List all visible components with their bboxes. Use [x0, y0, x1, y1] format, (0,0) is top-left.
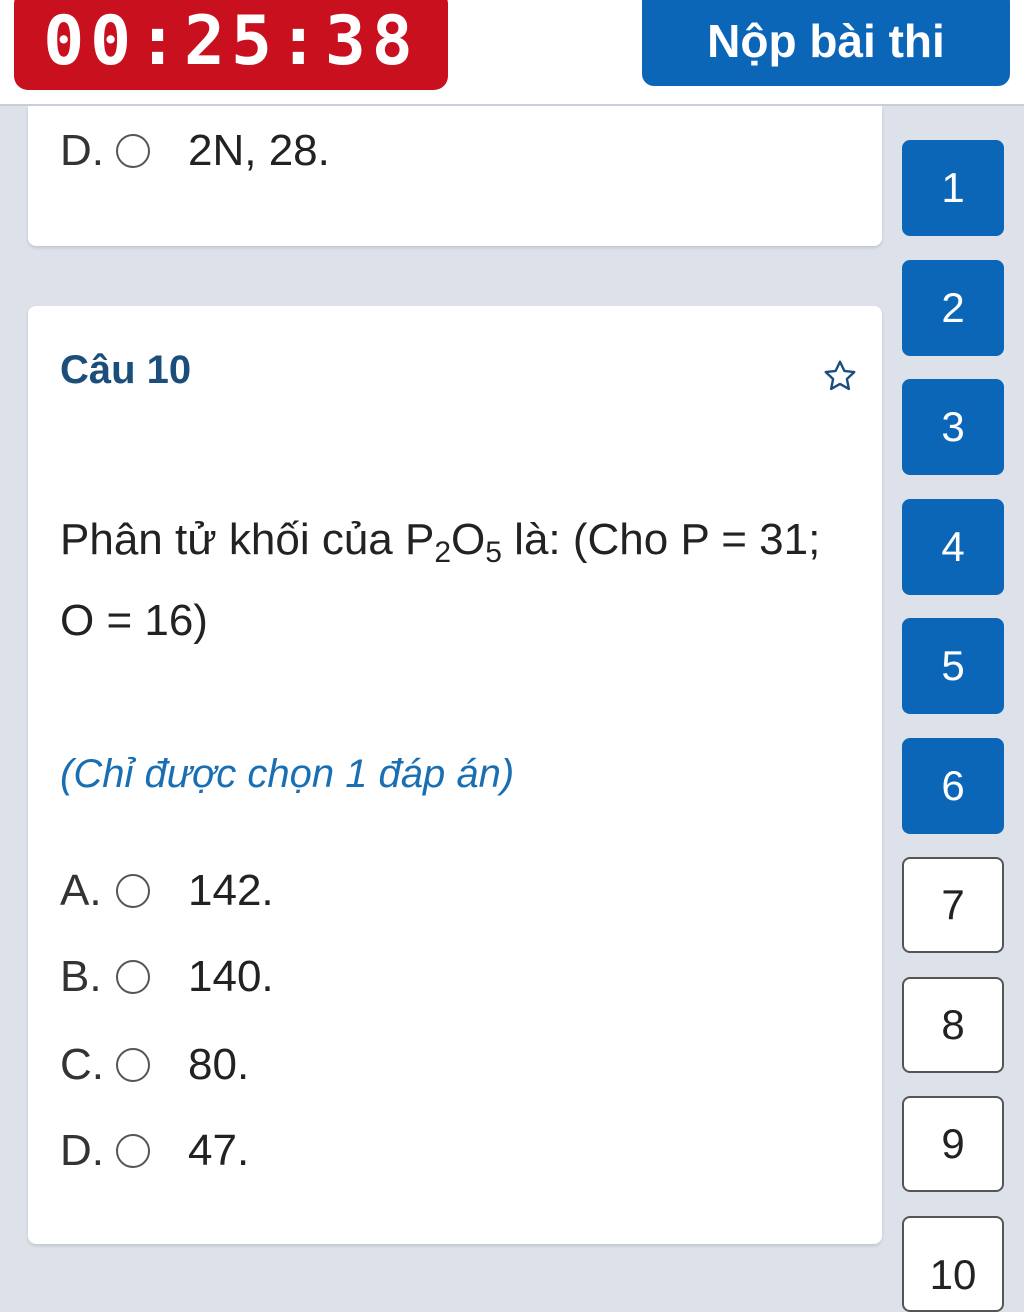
- radio-empty-icon[interactable]: [116, 1134, 150, 1168]
- question-nav-5[interactable]: 5: [902, 618, 1004, 714]
- subscript: 2: [434, 536, 452, 569]
- question-nav-2[interactable]: 2: [902, 260, 1004, 356]
- question-nav-1[interactable]: 1: [902, 140, 1004, 236]
- submit-exam-button[interactable]: Nộp bài thi: [642, 0, 1010, 86]
- radio-empty-icon[interactable]: [116, 960, 150, 994]
- top-bar: [0, 0, 1024, 106]
- question-text: [60, 506, 850, 655]
- question-nav-7[interactable]: 7: [902, 857, 1004, 953]
- option-d[interactable]: [60, 1126, 249, 1176]
- radio-empty-icon[interactable]: [116, 1048, 150, 1082]
- option-a[interactable]: [60, 866, 274, 916]
- radio-empty-icon[interactable]: [116, 874, 150, 908]
- question-nav-3[interactable]: 3: [902, 379, 1004, 475]
- option-letter: C.: [60, 1040, 104, 1089]
- option-text: 80.: [188, 1040, 250, 1089]
- option-b[interactable]: [60, 952, 274, 1002]
- countdown-timer: 00:25:38: [14, 0, 448, 90]
- question-title: Câu 10: [60, 348, 192, 392]
- option-d[interactable]: [60, 126, 330, 176]
- question-nav-6[interactable]: 6: [902, 738, 1004, 834]
- option-letter: D.: [60, 1126, 104, 1175]
- question-nav-4[interactable]: 4: [902, 499, 1004, 595]
- option-text: 142.: [188, 866, 274, 915]
- previous-question-card: [28, 106, 882, 246]
- question-nav-10[interactable]: 10: [902, 1216, 1004, 1312]
- option-text: 2N, 28.: [188, 126, 330, 175]
- question-hint: (Chỉ được chọn 1 đáp án): [60, 752, 515, 796]
- subscript: 5: [485, 536, 502, 569]
- option-text: 140.: [188, 952, 274, 1001]
- star-outline-icon[interactable]: [822, 358, 858, 394]
- option-text: 47.: [188, 1126, 250, 1175]
- question-text-part: là: (Cho P = 31; O = 16): [60, 515, 821, 645]
- question-text-part: Phân tử khối của P: [60, 515, 435, 564]
- option-letter: B.: [60, 952, 102, 1001]
- question-card: [28, 306, 882, 1244]
- radio-empty-icon[interactable]: [116, 134, 150, 168]
- option-c[interactable]: [60, 1040, 249, 1090]
- option-letter: A.: [60, 866, 102, 915]
- question-text-part: O: [451, 515, 486, 564]
- question-nav-9[interactable]: 9: [902, 1096, 1004, 1192]
- option-letter: D.: [60, 126, 104, 175]
- question-nav-8[interactable]: 8: [902, 977, 1004, 1073]
